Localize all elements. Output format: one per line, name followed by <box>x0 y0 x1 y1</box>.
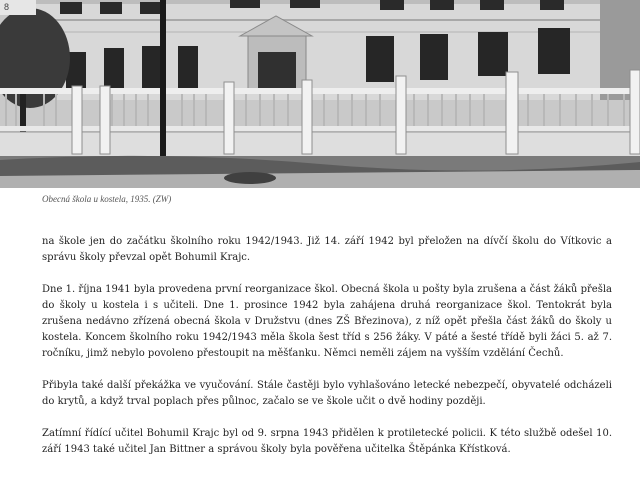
photo-caption: Obecná škola u kostela, 1935. (ZW) <box>42 194 172 204</box>
paragraph: Dne 1. října 1941 byla provedena první reorganizace škol. Obecná škola u pošty byla zrušena a část žáků přešla do školy u kostela i s učiteli. Dne 1. prosince 1942 byla zahájena druhá reorganizace škol. Tentokrát byla zrušena nedávno zřízená obecná škola v Družstvu (dnes ZŠ Březinova), z níž opět přešla část žáků do školy u kostela. Koncem školního roku 1942/1943 měla škola šest tříd s 256 žáky. V páté a šesté třídě byli žáci 5. až 7. ročníku, jimž nebylo povoleno přestoupit na měšťanku. Němci neměli zájem na vyšším vzdělání Čechů. <box>42 284 612 359</box>
historical-school-photo <box>0 0 640 188</box>
paragraph: na škole jen do začátku školního roku 1942/1943. Již 14. září 1942 byl přeložen na dívčí školu do Vítkovic a správu školy převzal opět Bohumil Krajc. <box>42 236 612 263</box>
paragraph: Zatímní řídící učitel Bohumil Krajc byl od 9. srpna 1943 přidělen k protiletecké policii. K této službě odešel 10. září 1943 také učitel Jan Bittner a správou školy byla pověřena učitelka Štěpánka Křístková. <box>42 428 612 455</box>
page-number: 8 <box>0 0 36 15</box>
article-body <box>42 234 612 474</box>
paragraph: Přibyla také další překážka ve vyučování. Stále častěji bylo vyhlašováno letecké nebezpečí, obyvatelé odcházeli do krytů, a když trval poplach přes půlnoc, začalo se ve škole učit o dvě hodiny později. <box>42 380 612 407</box>
